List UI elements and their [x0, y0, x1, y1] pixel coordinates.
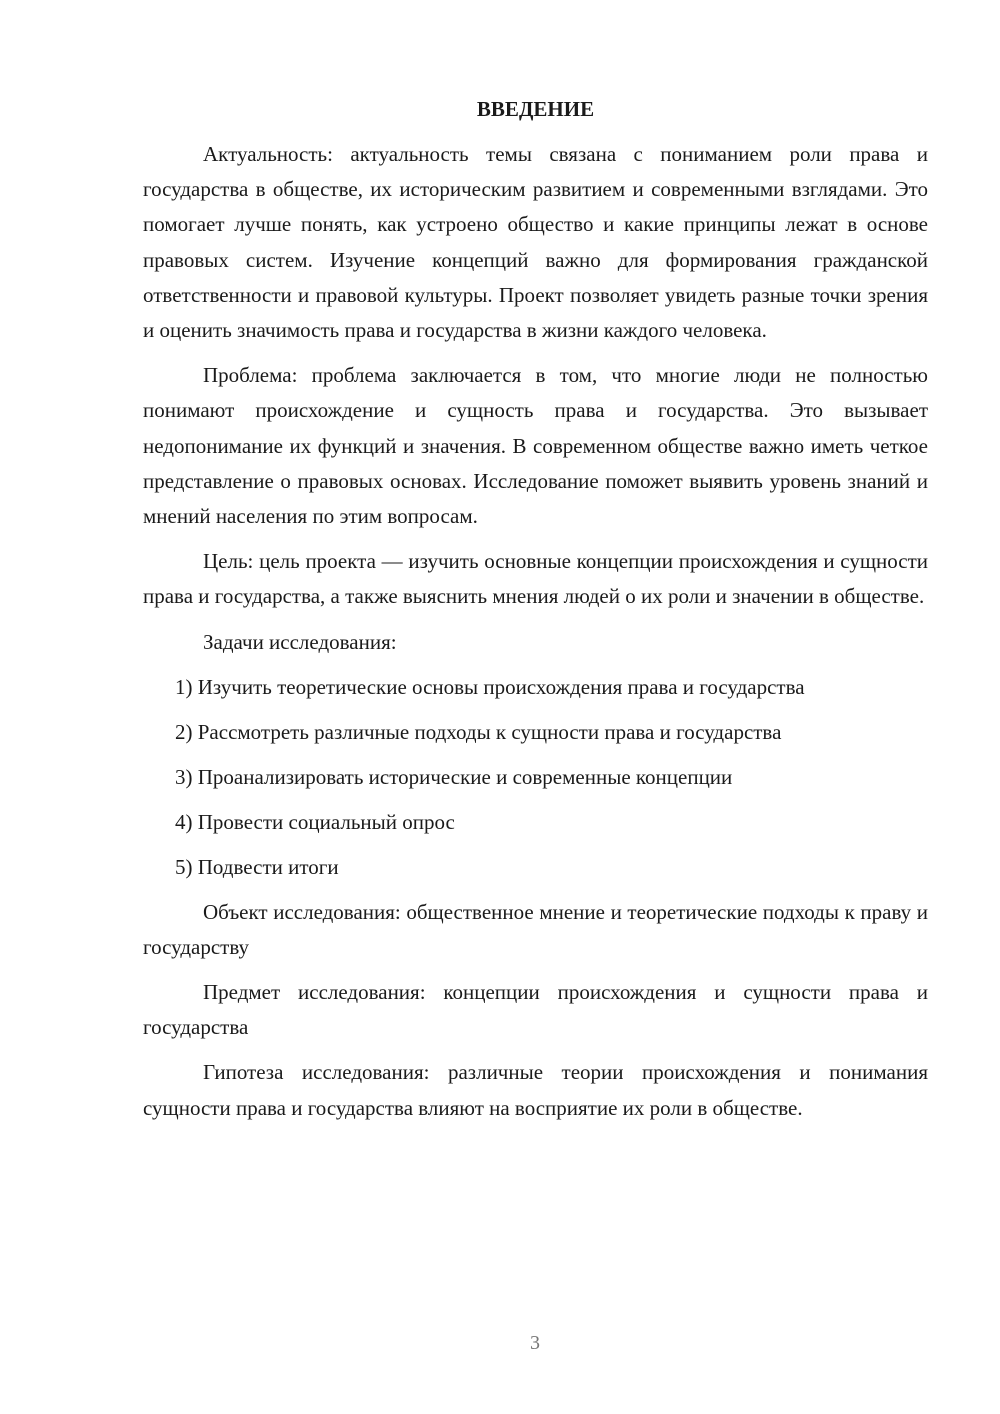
- tasks-list: [143, 670, 928, 885]
- task-item-1: 1) Изучить теоретические основы происхождения права и государства: [175, 674, 805, 699]
- subject-paragraph: Предмет исследования: концепции происхождения и сущности права и государства: [143, 980, 928, 1040]
- problem-paragraph: Проблема: проблема заключается в том, что многие люди не полностью понимают происхождение и сущность права и государства. Это вызывает недопонимание их функций и значения. В современном обществе важно иметь четкое представление о правовых основах. Исследование поможет выявить уровень знаний и мнений населения по этим вопросам.: [143, 363, 928, 529]
- object-paragraph: Объект исследования: общественное мнение и теоретические подходы к праву и государству: [143, 899, 928, 959]
- task-item-4: 4) Провести социальный опрос: [175, 809, 455, 834]
- hypothesis-paragraph: Гипотеза исследования: различные теории происхождения и понимания сущности права и государства влияют на восприятие их роли в обществе.: [143, 1060, 928, 1120]
- tasks-heading: Задачи исследования:: [203, 629, 397, 654]
- goal-paragraph: Цель: цель проекта — изучить основные концепции происхождения и сущности права и государства, а также выяснить мнения людей о их роли и значении в обществе.: [143, 549, 928, 609]
- relevance-paragraph: Актуальность: актуальность темы связана с пониманием роли права и государства в обществе, их историческим развитием и современными взглядами. Это помогает лучше понять, как устроено общество и какие принципы лежат в основе правовых систем. Изучение концепций важно для формирования гражданской ответственности и правовой культуры. Проект позволяет увидеть разные точки зрения и оценить значимость права и государства в жизни каждого человека.: [143, 142, 928, 343]
- document-page: [143, 92, 928, 1136]
- page-title: ВВЕДЕНИЕ: [476, 97, 595, 121]
- task-item-2: 2) Рассмотреть различные подходы к сущности права и государства: [175, 719, 782, 744]
- task-item-3: 3) Проанализировать исторические и современные концепции: [175, 764, 733, 789]
- task-item-5: 5) Подвести итоги: [175, 854, 339, 879]
- page-number: 3: [530, 1332, 540, 1354]
